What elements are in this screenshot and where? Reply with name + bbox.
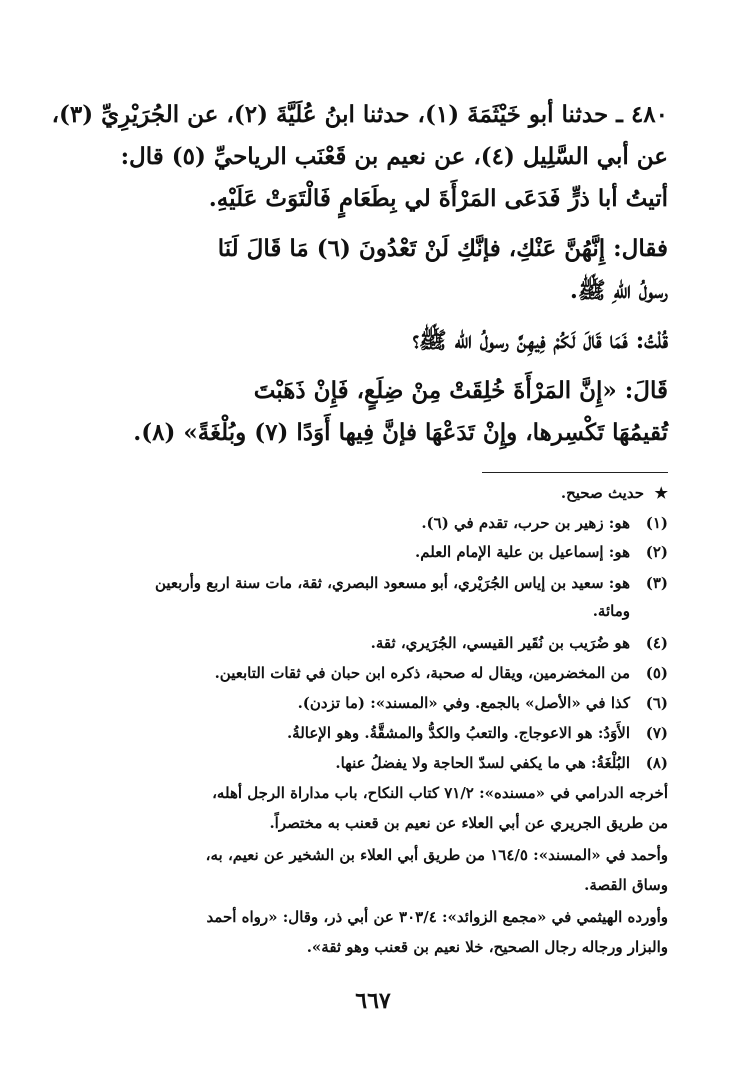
footnote-item [68, 660, 668, 686]
hadith-line: قَالَ: «إِنَّ المَرْأَةَ خُلِقَتْ مِنْ ضِلَعٍ، فَإِنْ ذَهَبْتَ [253, 377, 668, 404]
hadith-line: فقال: إِنَّهُنَّ عَنْكِ، فإنَّكِ لَنْ تَعْدُونَ (٦) مَا قَالَ لَنَا [217, 235, 668, 262]
star-icon: ★ [654, 484, 668, 502]
footnote-text: هو: إسماعيل بن علية الإمام العلم. [415, 543, 630, 561]
footnote-item [68, 510, 668, 536]
hadith-line: عن أبي السَّلِيل (٤)، عن نعيم بن قَعْنَب الرياحيِّ (٥) قال: [120, 143, 668, 170]
hadith-line: رسولُ اللهِ ﷺ. [569, 277, 668, 304]
footnote-text: هو: سعيد بن إياس الجُرَيْري، أبو مسعود البصري، ثقة، مات سنة اربع وأربعين [154, 574, 630, 592]
takhrij-line: من طريق الجريري عن أبي العلاء عن نعيم بن قعنب به مختصراً. [269, 814, 668, 832]
footnote-item [68, 720, 668, 746]
footnote-item [68, 570, 668, 596]
hadith-grade [68, 480, 668, 506]
footnote-item [68, 690, 668, 716]
footnote-text: من المخضرمين، ويقال له صحبة، ذكره ابن حبان في ثقات التابعين. [214, 664, 630, 682]
hadith-line: قُلْتُ: فَمَا قَالَ لَكُمْ فِيهِنَّ رسولُ الله ﷺ؟ [412, 327, 668, 354]
footnote-text: هو: زهير بن حرب، تقدم في (٦). [421, 514, 630, 532]
hadith-line: أتيتُ أبا ذرٍّ فَدَعَى المَرْأَةَ لي بِطَعَامٍ فَالْتَوَتْ عَلَيْهِ. [208, 185, 668, 212]
footnote-item [68, 630, 668, 656]
grade-text: حديث صحيح. [560, 484, 644, 502]
footnote-text: هو ضُرَيب بن نُقَير القيسي، الجُرَيري، ثقة. [370, 634, 630, 652]
footnote-text: البُلْغَةُ: هي ما يكفي لسدّ الحاجة ولا يفضلُ عنها. [335, 754, 630, 772]
page-number: ٦٦٧ [355, 988, 391, 1014]
takhrij-line: وساق القصة. [584, 876, 668, 894]
takhrij-line: وأورده الهيثمي في «مجمع الزوائد»: ٣٠٣/٤ عن أبي ذر، وقال: «رواه أحمد [206, 908, 668, 926]
takhrij-line: والبزار ورجاله رجال الصحيح، خلا نعيم بن قعنب وهو ثقة». [306, 938, 668, 956]
footnote-text: كذا في «الأصل» بالجمع. وفي «المسند»: (ما تزدن). [297, 694, 630, 712]
footnote-number: (٢) [645, 543, 668, 561]
takhrij-line: أخرجه الدرامي في «مسنده»: ٧١/٢ كتاب النكاح، باب مداراة الرجل أهله، [212, 784, 668, 802]
takhrij-line: وأحمد في «المسند»: ١٦٤/٥ من طريق أبي العلاء بن الشخير عن نعيم، به، [205, 846, 668, 864]
footnote-divider [482, 472, 668, 473]
footnote-text: الأَوَدُ: هو الاعوجاج. والتعبُ والكدُّ والمشقَّةُ. وهو الإعالةُ. [286, 724, 630, 742]
footnote-number: (٥) [645, 664, 668, 682]
footnote-item [68, 539, 668, 565]
footnote-number: (٣) [645, 574, 668, 592]
hadith-line: تُقيمُهَا تَكْسِرها، وإِنْ تَدَعْهَا فإنَّ فِيها أَوَدًا (٧) وبُلْغَةً» (٨). [133, 419, 668, 446]
hadith-line: ٤٨٠ ـ حدثنا أبو خَيْثَمَةَ (١)، حدثنا ابنُ عُلَيَّةَ (٢)، عن الجُرَيْرِيِّ (٣)، [51, 101, 668, 128]
footnote-number: (٨) [645, 754, 668, 772]
footnote-item [68, 750, 668, 776]
footnote-number: (٤) [645, 634, 668, 652]
footnote-number: (٧) [645, 724, 668, 742]
footnote-number: (١) [645, 514, 668, 532]
footnote-number: (٦) [645, 694, 668, 712]
footnote-text: ومائة. [592, 602, 630, 620]
footnote-item [68, 598, 668, 624]
